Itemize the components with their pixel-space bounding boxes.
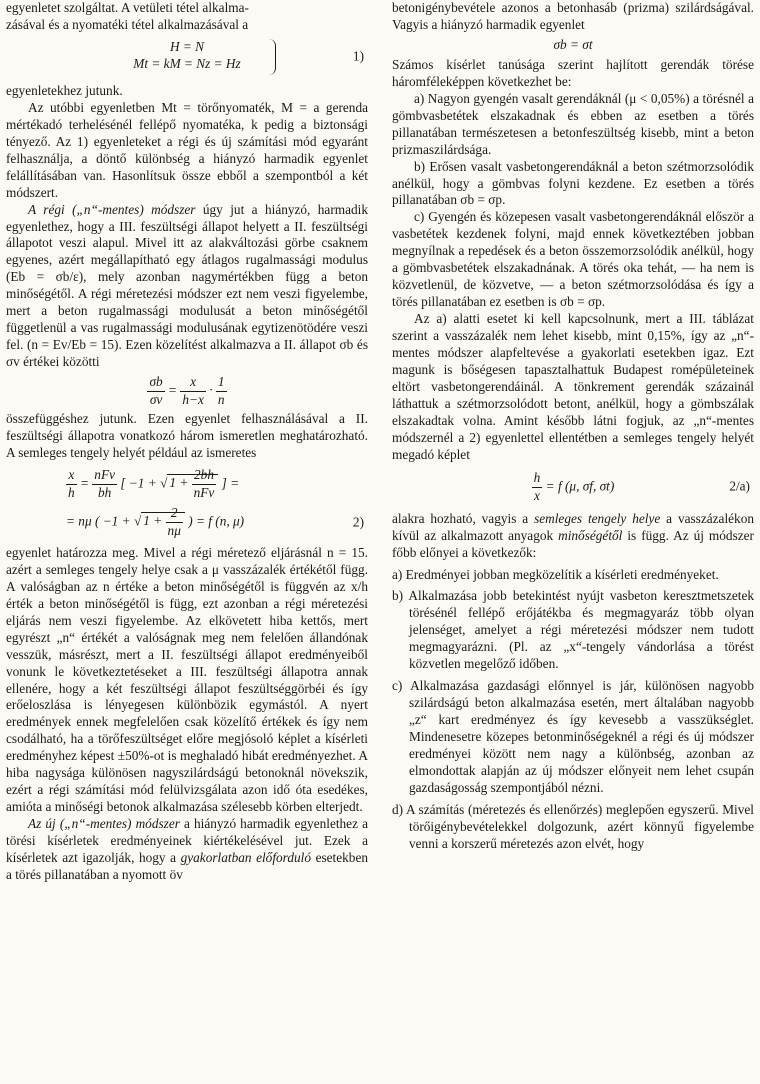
- denominator: nμ: [167, 522, 181, 538]
- paragraph: összefüggéshez jutunk. Ezen egyenlet felhasználásával a II. feszültségi állapotra vonatkozó három ismeretlen meghatározható. A semleges tengely helyét például az ismeretes: [6, 411, 368, 460]
- radicand: [167, 466, 218, 500]
- run-emphasis: minőségétől: [558, 527, 623, 543]
- formula-1-line1: H = N: [169, 38, 205, 54]
- brace: [269, 39, 276, 75]
- run-body: esetekben a törés pillanatában a nyomott öv: [6, 850, 368, 882]
- left-column: [6, 0, 368, 884]
- formula-rhs: = f (μ, σf, σt): [545, 478, 615, 494]
- right-column: [392, 0, 754, 853]
- fraction: [180, 374, 206, 409]
- paragraph: Az utóbbi egyenletben Mt = törőnyomaték, M = a gerenda mértékadó terhelésénél fellépő nyomatéka, k pedig a biztonsági tényező. Az 1) egyenleteket a régi és új számítási mód egyaránt felhasználja, a döntő különbség a hiányzó harmadik egyenlet felállításában van. Hasonlítsuk össze ebből a szempontból a két módszert.: [6, 99, 368, 200]
- fraction: [92, 467, 117, 502]
- sqrt-symbol: √: [160, 475, 168, 491]
- operator: ·: [209, 382, 213, 398]
- paragraph: [6, 202, 368, 372]
- denominator: σv: [149, 392, 163, 408]
- run-emphasis: semleges tengely helye: [534, 510, 661, 526]
- paragraph: Számos kísérlet tanúsága szerint hajlított gerendák törése háromféleképpen következhet be:: [392, 56, 754, 89]
- denominator: h−x: [182, 392, 204, 408]
- line2-suffix: ) = f (n, μ): [188, 513, 245, 529]
- bracket-open: [ −1 +: [120, 475, 157, 491]
- denominator: n: [217, 392, 225, 408]
- fraction: [192, 467, 217, 502]
- formula-2a: [392, 470, 754, 505]
- denominator: x: [534, 487, 540, 503]
- sqrt-symbol: √: [133, 513, 142, 529]
- run-body: a hiányzó harmadik egyenlethez a törési kísérletek eredményeinek kiértékelésével jut. Ezek a kísérletek azt igazolják, hogy a: [6, 816, 368, 866]
- radicand-prefix: 1 +: [169, 475, 189, 491]
- formula-2: [6, 465, 368, 541]
- fraction: [216, 374, 227, 409]
- run-body: is függ. Az új módszer főbb előnyei a következők:: [392, 527, 754, 560]
- paragraph: egyenlet határozza meg. Mivel a régi méretező eljárásnál n = 15. azért a semleges tengely helye csak a μ vasszázalék értékétől függ. A valóságban az n értéke a beton minőségétől is függvén az x/h érték a beton minőségétől is függ, ezt azonban a régi méretezési eljárás nem veszi figyelembe. Az elkövetett hiba kettős, mert egyrészt „n“ értékét a valóságnak meg nem felelően állandónak vesszük, másrészt, mert a II. feszültségi állapot eredményeiből vonunk le következtetéseket a III. feszültségi állapotra annak ellenére, hogy a két feszültségi állapot feszültséggörbéi és így erőeloszlása is lényegesen különbözik egymástól. A nyert eredmények ennek megfelelően csak közelítő értékek és így nem csodálható, ha a törőfeszültséget előre megjósoló képlet a kísérleti eredményhez képest ±50%-ot is meghaladó hibát eredményezhet. A hiba nagysága különösen nagyszilárdságú betonoknál növekszik, ezért a régi számítási mód felülvizsgálata azon idő óta esedékes, amióta a minőségi betonok alkalmazása szélesebb körben elterjedt.: [6, 544, 368, 815]
- paragraph: [392, 511, 754, 562]
- run-emphasis: gyakorlatban előforduló: [180, 850, 311, 866]
- operator: =: [168, 382, 178, 398]
- numerator: 2: [166, 505, 183, 523]
- denominator: h: [68, 484, 75, 500]
- formula-sigma: σb = σt: [553, 36, 593, 52]
- numerator: 2bh: [192, 467, 217, 485]
- equation-number: 2): [352, 514, 364, 530]
- run-body: úgy jut a hiányzó, harmadik egyenlethez, hogy a III. feszültségi állapot helyett a II. feszültségi állapotot veszi alapul. Mivel itt az alakváltozási görbe csaknem egyenes, azért megállapítható egy átlagos rugalmassági modulus (Eb = σb/ε), mely azonban nagymértékben függ a beton minőségétől. A régi méretezési módszer ezt nem veszi figyelembe, mert a beton rugalmassági modulusát a beton minőségétől függetlenül a vas rugalmassági modulusának egytizenötödére veszi fel. (n = Ev/Eb = 15). Ezen közelítést alkalmazva a II. állapot σb és σv értékei közötti: [6, 201, 369, 370]
- numerator: x: [180, 374, 206, 392]
- fraction: [66, 467, 77, 502]
- line2-prefix: = nμ ( −1 +: [66, 513, 131, 529]
- text-line: egyenletet szolgáltat. A vetületi tétel alkalma-: [6, 0, 249, 15]
- bracket-close: ] =: [221, 475, 240, 491]
- paragraph: egyenletekhez jutunk.: [6, 82, 123, 98]
- equation-number: 2/a): [729, 478, 750, 494]
- operator: =: [79, 475, 89, 491]
- numerator: nFv: [92, 467, 117, 485]
- list-item: d) A számítás (méretezés és ellenőrzés) meglepően egyszerű. Mivel törőigénybevételekkel dolgozunk, azért könnyű figyelembe venni a korszerű méretezés azon elvét, hogy: [392, 801, 754, 851]
- fraction: [532, 470, 543, 505]
- paragraph: a) Nagyon gyengén vasalt gerendáknál (μ < 0,05%) a törésnél a gömbvasbetétek elszakadnak és ebben az esetben a törés pillanatában természetesen a betonfeszültség kisebb, mint a beton prizmaszilárdsága.: [392, 90, 754, 157]
- list-item: a) Eredményei jobban megközelítik a kísérleti eredményeket.: [392, 566, 719, 582]
- text-line: zásával és a nyomatéki tétel alkalmazásával a: [6, 16, 249, 32]
- denominator: bh: [97, 484, 112, 500]
- denominator: nFv: [193, 484, 215, 500]
- formula-2-line2: [66, 505, 244, 540]
- radicand-prefix: 1 +: [143, 513, 163, 529]
- run-body: a vasszázalékon kívül az alkalmazott anyagok: [392, 510, 755, 543]
- run-body: alakra hozható, vagyis a: [392, 510, 535, 526]
- equation-number: 1): [352, 48, 364, 64]
- numerator: x: [66, 467, 77, 485]
- formula-2-line1: [66, 467, 239, 502]
- paragraph: betonigénybevétele azonos a betonhasáb (prizma) szilárdságával. Vagyis a hiányzó harmadik egyenlet: [392, 0, 754, 32]
- paragraph: b) Erősen vasalt vasbetongerendáknál a beton szétmorzsolódik anélkül, hogy a gömbvas folyni kezdene. Ez esetben a törés pillanatában σb = σp.: [392, 158, 754, 208]
- formula-ratio: [6, 374, 368, 409]
- numerator: h: [532, 470, 543, 488]
- paragraph: Az a) alatti esetet ki kell kapcsolnunk, mert a III. táblázat szerint a vasszázalék nem lehet kisebb, mint 0,15%, így az „n“-mentes módszer alapfeltevése a gyakorlati esetekben igaz. Ezt magunk is bőségesen tapasztalhattuk Budapest romépületeinek eltört vasbetongerendáinál. A tönkrement gerendák százainál láthattuk a szétmorzsolódott betont, anélkül, hogy a gömbszálak elszakadtak volna. Amint később látni fogjuk, az „n“-mentes módszernél a 2) egyenlettel ellentétben a semleges tengely helyét megadó képlet: [392, 311, 754, 462]
- numerator: 1: [216, 374, 227, 392]
- paragraph: [6, 816, 368, 884]
- list-item: c) Alkalmazása gazdasági előnnyel is jár, különösen nagyobb szilárdságú beton alkalmazása esetén, mert általában nagyobb „z“ kart eredményez és így kevesebb a vasszükséglet. Mindenesetre közepes betonminőségeknél a régi és új módszer eredményei között nem nagy a különbség, azonban az elmondottak alapján az új módszer előnyeit nem lehet csupán gazdaságosság szempontjából nézni.: [392, 678, 754, 795]
- run-heading: A régi („n“-mentes) módszer: [28, 201, 196, 217]
- numerator: σb: [147, 374, 164, 392]
- list-item: b) Alkalmazása jobb betekintést nyújt vasbeton keresztmetszetek törésénél fellépő erőjátékba és megmagyaráz több olyan jelenséget, amelyet a régi méretezési módszer nem tudott megmagyarázni. (Pl. az „x“-tengely vándorlása a törést közvetlen megelőző időben.: [392, 588, 754, 672]
- paragraph: c) Gyengén és közepesen vasalt vasbetongerendáknál először a vasbetétek kezdenek folyni, majd ennek következtében jobban megnyílnak a repedések és a beton összemorzsolódik anélkül, hogy a gömbvasbetétek elszakadnának. A törés oka tehát, — ha nem is közvetlenül, de közvetve, — a beton szétmorzsolódása és így a törés pillanatában ez esetben is σb = σp.: [392, 209, 754, 310]
- formula-1-line2: Mt = kM = Nz = Hz: [133, 55, 241, 71]
- fraction: [166, 505, 183, 540]
- fraction: [147, 374, 164, 409]
- formula-1: [6, 39, 368, 75]
- run-heading: Az új („n“-mentes) módszer: [28, 816, 180, 832]
